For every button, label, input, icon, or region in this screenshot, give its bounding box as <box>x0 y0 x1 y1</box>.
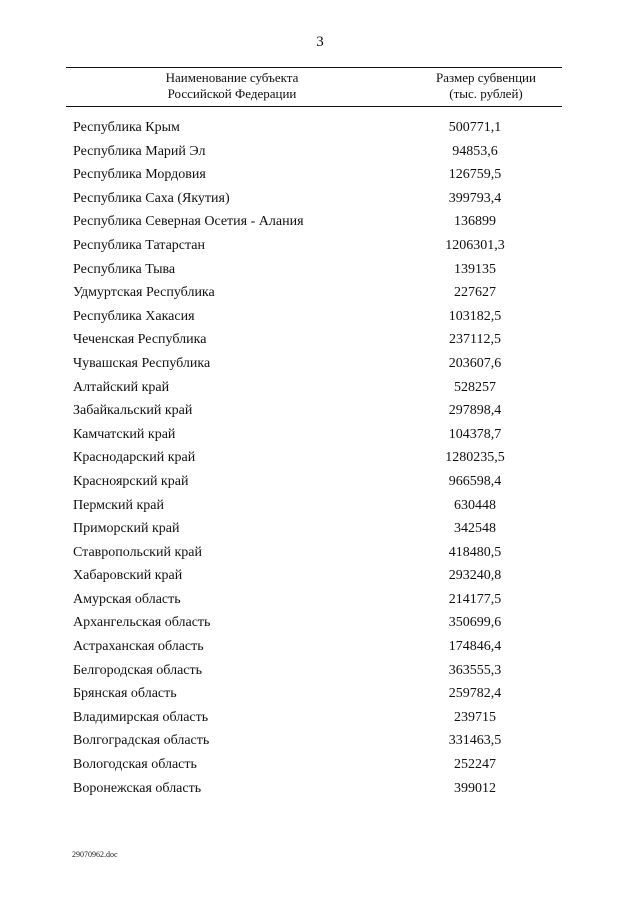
footer-filename: 29070962.doc <box>72 850 118 859</box>
subvention-amount-cell: 94853,6 <box>452 143 498 159</box>
subject-name-cell: Ставропольский край <box>73 544 202 560</box>
subject-name-cell: Воронежская область <box>73 780 202 796</box>
header-subject-name-line1: Наименование субъекта <box>165 70 299 85</box>
subject-name-cell: Республика Крым <box>73 120 180 135</box>
header-amount-line2: (тыс. рублей) <box>449 86 523 101</box>
table-row <box>0 425 640 449</box>
table-row <box>0 566 640 590</box>
table-row <box>0 496 640 520</box>
subvention-amount-cell: 966598,4 <box>448 473 502 489</box>
subject-name-cell: Республика Татарстан <box>73 237 206 253</box>
table-row <box>0 637 640 661</box>
table-row <box>0 307 640 331</box>
subvention-amount-cell: 227627 <box>454 285 496 301</box>
header-subject-name-line2: Российской Федерации <box>167 86 297 101</box>
subject-name-cell: Чувашская Республика <box>73 355 211 371</box>
subject-name-cell: Республика Саха (Якутия) <box>73 190 230 206</box>
subject-name-cell: Волгоградская область <box>73 733 210 749</box>
table-row <box>0 142 640 166</box>
table-row <box>0 283 640 307</box>
subject-name-cell: Забайкальский край <box>73 403 193 419</box>
table-row <box>0 590 640 614</box>
subject-name-cell: Вологодская область <box>73 757 197 773</box>
subject-name-cell: Республика Хакасия <box>73 308 195 324</box>
table-row <box>0 212 640 236</box>
table-row <box>0 472 640 496</box>
subvention-amount-cell: 239715 <box>454 709 496 725</box>
subject-name-cell: Республика Мордовия <box>73 167 206 183</box>
table-row <box>0 236 640 260</box>
table-body <box>0 118 640 802</box>
subvention-amount-cell: 1280235,5 <box>445 450 505 466</box>
table-row <box>0 731 640 755</box>
subvention-amount-cell: 214177,5 <box>448 591 502 607</box>
subvention-amount-cell: 136899 <box>454 214 496 230</box>
subject-name-cell: Брянская область <box>73 686 177 702</box>
table-row <box>0 260 640 284</box>
table-row <box>0 755 640 779</box>
subject-name-cell: Амурская область <box>73 591 181 607</box>
subvention-amount-cell: 350699,6 <box>448 615 502 631</box>
header-amount-line1: Размер субвенции <box>436 70 536 85</box>
table-row <box>0 448 640 472</box>
subvention-amount-cell: 500771,1 <box>448 120 502 135</box>
subvention-amount-cell: 528257 <box>454 379 496 395</box>
subject-name-cell: Алтайский край <box>73 379 170 395</box>
subject-name-cell: Республика Тыва <box>73 261 176 277</box>
subvention-amount-cell: 174846,4 <box>448 639 502 655</box>
subject-name-cell: Белгородская область <box>73 662 203 678</box>
table-row <box>0 401 640 425</box>
table-row <box>0 661 640 685</box>
table-row <box>0 543 640 567</box>
subvention-amount-cell: 104378,7 <box>448 426 502 442</box>
subvention-amount-cell: 126759,5 <box>448 167 502 183</box>
header-subject-name <box>114 70 350 102</box>
table-row <box>0 165 640 189</box>
subvention-amount-cell: 252247 <box>454 757 496 773</box>
subject-name-cell: Краснодарский край <box>73 450 196 466</box>
table-row <box>0 118 640 142</box>
table-row <box>0 613 640 637</box>
subvention-amount-cell: 139135 <box>454 261 496 277</box>
subject-name-cell: Удмуртская Республика <box>73 285 215 301</box>
subvention-amount-cell: 331463,5 <box>448 733 502 749</box>
page-number: 3 <box>316 34 324 50</box>
subvention-amount-cell: 399793,4 <box>448 190 502 206</box>
subvention-amount-cell: 103182,5 <box>448 308 502 324</box>
subject-name-cell: Пермский край <box>73 497 164 513</box>
subvention-amount-cell: 293240,8 <box>448 568 502 584</box>
table-row <box>0 519 640 543</box>
subvention-amount-cell: 237112,5 <box>449 332 501 348</box>
subject-name-cell: Архангельская область <box>73 615 211 631</box>
table-row <box>0 708 640 732</box>
subvention-amount-cell: 418480,5 <box>448 544 502 560</box>
table-header <box>66 67 562 107</box>
subvention-amount-cell: 342548 <box>454 521 496 537</box>
table-row <box>0 779 640 803</box>
subject-name-cell: Хабаровский край <box>73 568 183 584</box>
subject-name-cell: Камчатский край <box>73 426 176 442</box>
subvention-amount-cell: 1206301,3 <box>445 237 505 253</box>
subvention-amount-cell: 399012 <box>454 780 496 796</box>
subvention-amount-cell: 363555,3 <box>448 662 502 678</box>
subject-name-cell: Чеченская Республика <box>73 332 207 348</box>
subject-name-cell: Владимирская область <box>73 709 209 725</box>
table-row <box>0 330 640 354</box>
subvention-amount-cell: 259782,4 <box>448 686 502 702</box>
subvention-amount-cell: 630448 <box>454 497 496 513</box>
table-row <box>0 189 640 213</box>
subvention-amount-cell: 297898,4 <box>448 403 502 419</box>
table-row <box>0 684 640 708</box>
header-subvention-amount <box>402 70 570 102</box>
table-row <box>0 378 640 402</box>
subvention-amount-cell: 203607,6 <box>448 355 502 371</box>
subject-name-cell: Красноярский край <box>73 473 189 489</box>
table-row <box>0 354 640 378</box>
subject-name-cell: Астраханская область <box>73 639 204 655</box>
subject-name-cell: Республика Марий Эл <box>73 143 206 159</box>
subject-name-cell: Приморский край <box>73 521 180 537</box>
subject-name-cell: Республика Северная Осетия - Алания <box>73 214 304 230</box>
